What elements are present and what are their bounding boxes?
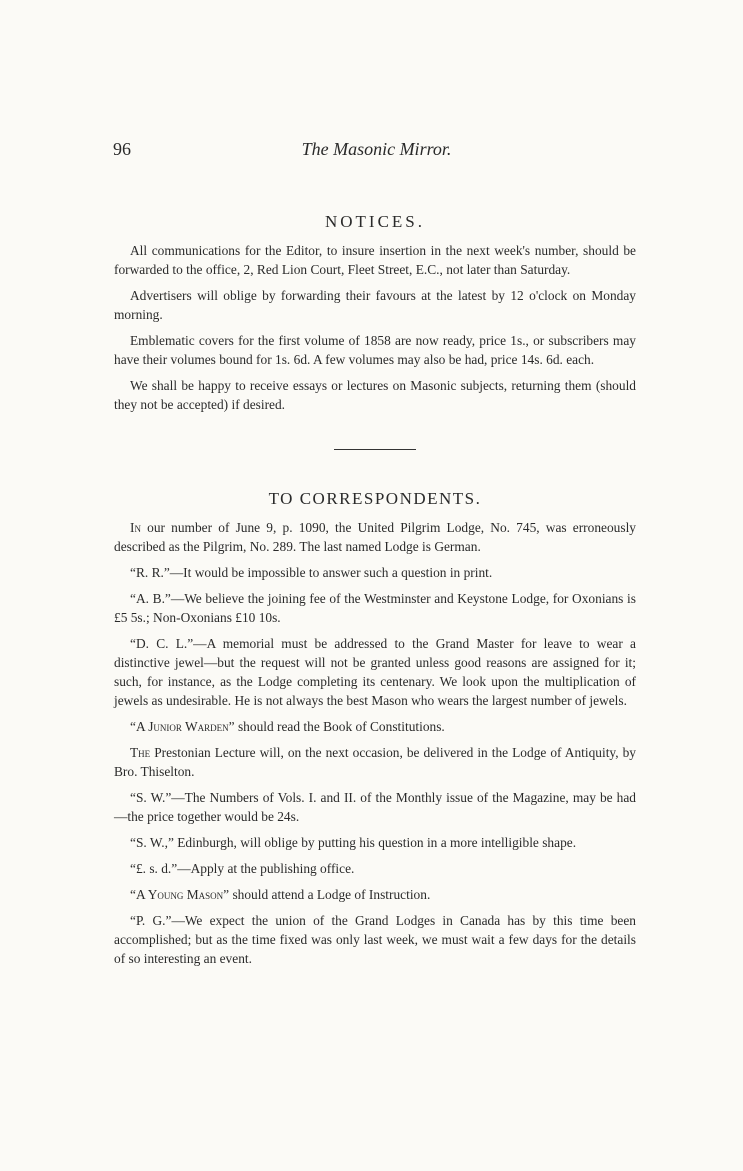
correspondent-paragraph — [114, 589, 636, 627]
page-content — [114, 211, 636, 975]
notice-paragraph: We shall be happy to receive essays or lectures on Masonic subjects, returning them (should they not be accepted) if desired. — [114, 378, 636, 412]
paragraph-text: Prestonian Lecture will, on the next occasion, be delivered in the Lodge of Antiquity, by Bro. Thiselton. — [114, 745, 636, 779]
correspondent-paragraph — [114, 833, 636, 852]
notice-paragraph: Advertisers will oblige by forwarding their favours at the latest by 12 o'clock on Monday morning. — [114, 288, 636, 322]
paragraph-text: should read the Book of Constitutions. — [234, 719, 445, 734]
paragraph-text: “S. W.”—The Numbers of Vols. I. and II. of the Monthly issue of the Magazine, may be had—the price together would be 24s. — [114, 790, 636, 824]
notice-paragraph: All communications for the Editor, to insure insertion in the next week's number, should be forwarded to the office, 2, Red Lion Court, Fleet Street, E.C., not later than Saturday. — [114, 243, 636, 277]
correspondent-paragraph — [114, 634, 636, 710]
page-header — [113, 139, 640, 161]
correspondent-paragraph — [114, 518, 636, 556]
correspondent-paragraph — [114, 743, 636, 781]
paragraph-text: should attend a Lodge of Instruction. — [229, 887, 431, 902]
paragraph-text: “S. W.,” Edinburgh, will oblige by putting his question in a more intelligible shape. — [130, 835, 577, 850]
correspondent-paragraph — [114, 859, 636, 878]
paragraph-lead: In — [130, 520, 141, 535]
paragraph-text: our number of June 9, p. 1090, the United Pilgrim Lodge, No. 745, was erroneously described as the Pilgrim, No. 289. The last named Lodge is German. — [114, 520, 636, 554]
running-title: The Masonic Mirror. — [301, 139, 452, 159]
section-divider — [334, 449, 416, 450]
notice-paragraph: Emblematic covers for the first volume of 1858 are now ready, price 1s., or subscribers may have their volumes bound for 1s. 6d. A few volumes may also be had, price 14s. 6d. each. — [114, 333, 636, 367]
paragraph-text: “P. G.”—We expect the union of the Grand Lodges in Canada has by this time been accomplished; but as the time fixed was only last week, we must wait a few days for the details of so interesting an event. — [114, 913, 636, 966]
correspondents-heading: TO CORRESPONDENTS. — [268, 489, 482, 508]
paragraph-lead: “A Young Mason” — [130, 887, 230, 902]
correspondent-paragraph — [114, 911, 636, 968]
page-number: 96 — [113, 139, 131, 159]
paragraph-text: “A. B.”—We believe the joining fee of the Westminster and Keystone Lodge, for Oxonians is £5 5s.; Non-Oxonians £10 10s. — [114, 591, 636, 625]
correspondent-paragraph — [114, 885, 636, 904]
paragraph-text: “D. C. L.”—A memorial must be addressed to the Grand Master for leave to wear a distinctive jewel—but the request will not be granted unless good reasons are assigned for it; such, for instance, as the Lodge completing its centenary. We look upon the multiplication of jewels as undesirable. He is not always the best Mason who wears the largest number of jewels. — [114, 636, 636, 708]
correspondent-paragraph — [114, 788, 636, 826]
paragraph-lead: The — [130, 745, 151, 760]
notices-heading: NOTICES. — [324, 212, 426, 231]
correspondent-paragraph — [114, 717, 636, 736]
paragraph-text: “£. s. d.”—Apply at the publishing office. — [130, 861, 355, 876]
correspondent-paragraph — [114, 563, 636, 582]
paragraph-lead: “A Junior Warden” — [130, 719, 235, 734]
paragraph-text: “R. R.”—It would be impossible to answer such a question in print. — [130, 565, 493, 580]
